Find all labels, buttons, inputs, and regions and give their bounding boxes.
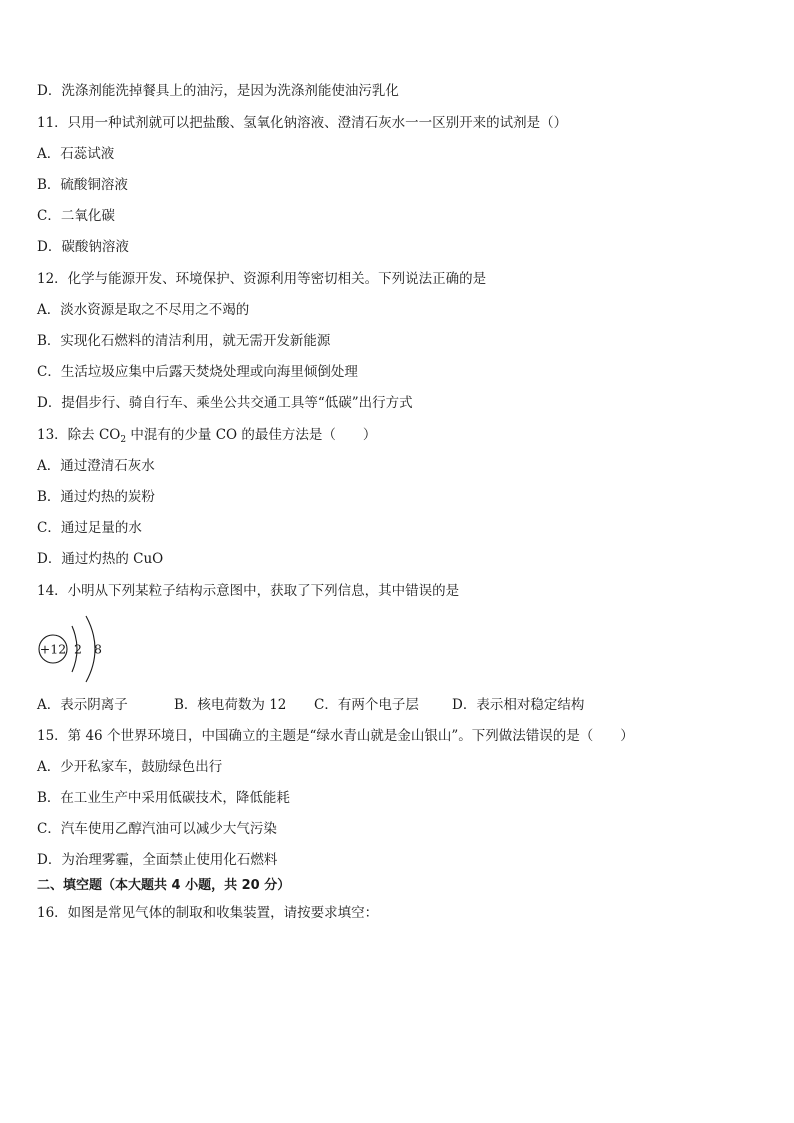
q14-option-d: D．表示相对稳定结构 xyxy=(452,697,585,713)
q11-option-d: D．碳酸钠溶液 xyxy=(37,239,129,255)
q14-option-b: B．核电荷数为 12 xyxy=(174,697,287,713)
q13-text-pre: 13．除去 CO xyxy=(37,427,121,443)
q13-option-a: A．通过澄清石灰水 xyxy=(37,458,155,474)
q11-option-b: B．硫酸铜溶液 xyxy=(37,177,128,193)
question-11: 11．只用一种试剂就可以把盐酸、氢氧化钠溶液、澄清石灰水一一区别开来的试剂是（） xyxy=(37,115,568,131)
q14-option-a: A．表示阴离子 xyxy=(37,697,128,713)
q12-option-a: A．淡水资源是取之不尽用之不竭的 xyxy=(37,302,250,318)
q15-option-b: B．在工业生产中采用低碳技术，降低能耗 xyxy=(37,790,290,806)
question-16: 16．如图是常见气体的制取和收集装置，请按要求填空： xyxy=(37,905,379,921)
question-12: 12．化学与能源开发、环境保护、资源利用等密切相关。下列说法正确的是 xyxy=(37,271,487,287)
atom-structure-diagram xyxy=(36,612,126,686)
question-14: 14．小明从下列某粒子结构示意图中，获取了下列信息，其中错误的是 xyxy=(37,583,460,599)
section-heading-fill-in: 二、填空题（本大题共 4 小题，共 20 分） xyxy=(37,878,291,893)
q11-option-c: C．二氧化碳 xyxy=(37,208,115,224)
q13-option-b: B．通过灼热的炭粉 xyxy=(37,489,155,505)
question-15: 15．第 46 个世界环境日，中国确立的主题是“绿水青山就是金山银山”。下列做法错误的是（ ） xyxy=(37,728,634,744)
shell-2-electrons: 8 xyxy=(94,641,102,657)
q13-text-post: 中混有的少量 CO 的最佳方法是（ ） xyxy=(126,427,377,443)
question-13 xyxy=(37,425,376,450)
q11-option-a: A．石蕊试液 xyxy=(37,146,115,162)
shell-1-electrons: 2 xyxy=(74,641,82,657)
q15-option-d: D．为治理雾霾，全面禁止使用化石燃料 xyxy=(37,852,278,868)
q13-option-c: C．通过足量的水 xyxy=(37,520,142,536)
q15-option-a: A．少开私家车，鼓励绿色出行 xyxy=(37,759,223,775)
q10-option-d: D．洗涤剂能洗掉餐具上的油污，是因为洗涤剂能使油污乳化 xyxy=(37,83,399,99)
q13-subscript: 2 xyxy=(120,435,127,445)
q12-option-c: C．生活垃圾应集中后露天焚烧处理或向海里倾倒处理 xyxy=(37,364,358,380)
nucleus-charge: +12 xyxy=(39,641,67,657)
q12-option-b: B．实现化石燃料的清洁利用，就无需开发新能源 xyxy=(37,333,331,349)
q12-option-d: D．提倡步行、骑自行车、乘坐公共交通工具等“低碳”出行方式 xyxy=(37,395,413,411)
q13-option-d: D．通过灼热的 CuO xyxy=(37,551,164,567)
q14-option-c: C．有两个电子层 xyxy=(314,697,419,713)
q15-option-c: C．汽车使用乙醇汽油可以减少大气污染 xyxy=(37,821,277,837)
q14-options-row xyxy=(37,695,737,715)
